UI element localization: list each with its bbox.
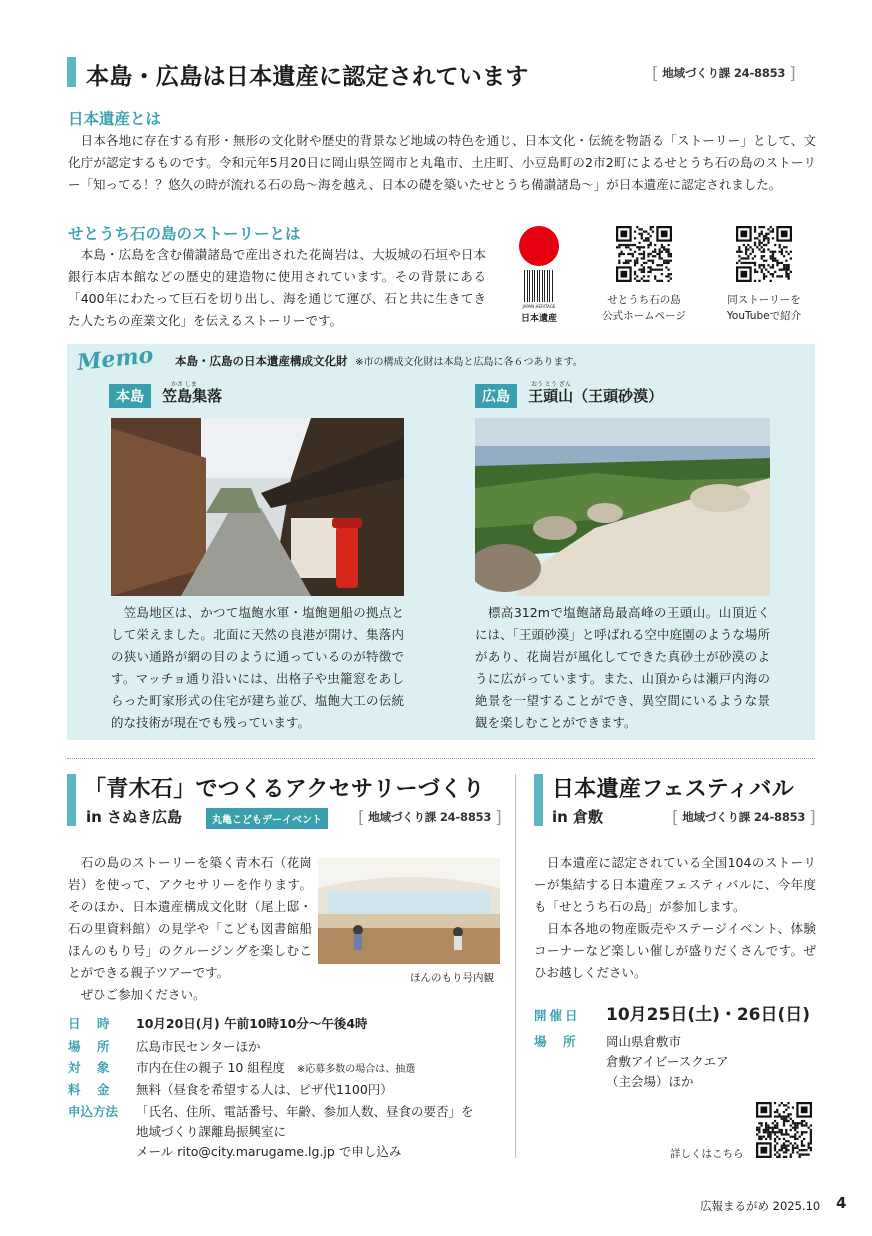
- event1-detail-target: 対 象 市内在住の親子 10 組程度 ※応募多数の場合は、抽選: [68, 1060, 416, 1075]
- tag-hiroshima: 広島: [475, 384, 517, 408]
- memo-box: [67, 344, 815, 740]
- kasashima-description: 笠島地区は、かつて塩飽水軍・塩飽廻船の拠点として栄えました。北面に天然の良港が開け、集落内の狭い通路が網の目のように通っているのが特徴です。マッチョ通り沿いには、出格子や虫籠窓をあしらった町家形式の住宅が建ち並び、塩飽大工の伝統的な技術が現在でも残っています。: [111, 605, 404, 730]
- japan-heritage-logo: [514, 226, 564, 334]
- qr-code-youtube[interactable]: [736, 226, 792, 282]
- qr-code-homepage[interactable]: [616, 226, 672, 282]
- qr-caption-youtube: 同ストーリーを YouTubeで紹介: [726, 294, 802, 322]
- outouzan-description: 標高312mで塩飽諸島最高峰の王頭山。山頂近くには、「王頭砂漠」と呼ばれる空中庭園のような場所があり、花崗岩が風化してできた真砂土が砂漠のように広がっています。また、山頂からは瀬戸内海の絶景を一望することができ、異空間にいるような景観を楽しむことができます。: [475, 605, 770, 730]
- event2-description: 日本遺産に認定されている全国104のストーリーが集結する日本遺産フェスティバルに、今年度も「せとうち石の島」が参加します。 日本各地の物産販売やステージイベント、体験コーナーなど楽しい催しが盛りだくさんです。ぜひお越しください。: [534, 855, 816, 980]
- ruby-outouzan: おう とう ざん: [531, 381, 571, 388]
- qr-caption-homepage: せとうち石の島 公式ホームページ: [602, 294, 686, 322]
- photo-kasashima-street: [111, 418, 404, 596]
- event1-subtitle: in さぬき広島: [86, 808, 183, 826]
- photo-honnomori-interior: [318, 858, 500, 964]
- tag-honjima: 本島: [109, 384, 151, 408]
- photo-caption-honnomori: ほんのもり号内観: [410, 972, 494, 984]
- event1-detail-apply: 申込方法 「氏名、住所、電話番号、年齢、参加人数、昼食の要否」を: [68, 1104, 474, 1119]
- logo-text: 日本遺産: [520, 314, 557, 324]
- memo-left-header: [109, 384, 222, 408]
- ruby-kasashima: かさ しま: [171, 381, 197, 388]
- event1-accent-bar: [67, 774, 76, 826]
- section-heading-story: せとうち石の島のストーリーとは: [68, 225, 301, 243]
- event2-accent-bar: [534, 774, 543, 826]
- event1-detail-apply-2: 地域づくり課離島振興室に: [136, 1124, 287, 1139]
- event1-title: 「青木石」でつくるアクセサリーづくり: [84, 777, 485, 802]
- event1-detail-fee: 料 金 無料（昼食を希望する人は、ピザ代1100円）: [68, 1082, 393, 1097]
- page-title: 本島・広島は日本遺産に認定されています: [86, 64, 529, 90]
- event2-date: 開催日 10月25日(土)・26日(日): [534, 1005, 811, 1025]
- column-divider: [515, 774, 516, 1158]
- event1-description: 石の島のストーリーを築く青木石（花崗岩）を使って、アクセサリーを作ります。そのほか、日本遺産構成文化財（尾上邸・石の里資料館）の見学や「こども図書館船ほんのもり号」のクルージングを楽しむことができる親子ツアーです。 ぜひご参加ください。: [68, 855, 312, 1002]
- logo-small-text: JAPAN HERITAGE: [522, 304, 556, 309]
- event1-date-value: 10月20日(月) 午前10時10分～午後4時: [136, 1016, 368, 1031]
- event2-subtitle: in 倉敷: [552, 808, 604, 826]
- contact-info: [ 地域づくり課 24-8853 ]: [652, 64, 796, 84]
- page-number: 4: [836, 1194, 847, 1212]
- event1-detail-apply-3[interactable]: メール rito@city.marugame.lg.jp で申し込み: [136, 1144, 402, 1159]
- memo-label: Memo: [75, 342, 155, 376]
- section-heading-japan-heritage: 日本遺産とは: [68, 110, 162, 128]
- qr-code-festival[interactable]: [756, 1102, 812, 1158]
- event1-badge: 丸亀こどもデーイベント: [206, 808, 328, 829]
- story-description: 本島・広島を含む備讃諸島で産出された花崗岩は、大坂城の石垣や日本銀行本店本館などの歴史的建造物に使用されています。その背景にある「400年にわたって巨石を切り出し、海を通じて運び、石と共に生きてきた人たちの産業文化」を伝えるストーリーです。: [68, 247, 486, 328]
- event2-title: 日本遺産フェスティバル: [552, 777, 795, 802]
- event2-contact: [ 地域づくり課 24-8853 ]: [672, 808, 816, 828]
- footer-publication: 広報まるがめ 2025.10: [700, 1199, 821, 1213]
- japan-heritage-description: 日本各地に存在する有形・無形の文化財や歴史的背景など地域の特色を通じ、日本文化・伝統を物語る「ストーリー」として、文化庁が認定するものです。令和元年5月20日に岡山県笠岡市と丸亀市、土庄町、小豆島町の2市2町によるせとうち石の島のストーリー「知ってる！？悠久の時が流れる石の島～海を越え、日本の礎を築いたせとうち備讃諸島～」が日本遺産に認定されました。: [68, 133, 816, 192]
- event1-detail-date: 日 時 10月20日(月) 午前10時10分～午後4時: [68, 1016, 368, 1031]
- site-name-kasashima: 笠島集落: [162, 387, 223, 405]
- red-circle-icon: [519, 226, 559, 266]
- event2-date-value: 10月25日(土)・26日(日): [606, 1005, 811, 1025]
- event2-place: 場 所 岡山県倉敷市 倉敷アイビースクエア （主会場）ほか: [534, 1034, 729, 1089]
- memo-heading: 本島・広島の日本遺産構成文化財 ※市の構成文化財は本島と広島に各６つあります。: [175, 354, 583, 368]
- section-divider: [67, 758, 815, 759]
- photo-outouzan-desert: [475, 418, 770, 596]
- title-accent-bar: [67, 57, 76, 87]
- barcode-graphic: [524, 270, 554, 302]
- qr-caption-festival: 詳しくはこちら: [670, 1148, 744, 1160]
- site-name-outouzan: 王頭山（王頭砂漠）: [528, 387, 664, 405]
- event1-contact: [ 地域づくり課 24-8853 ]: [358, 808, 502, 828]
- event1-detail-place: 場 所 広島市民センターほか: [68, 1039, 261, 1054]
